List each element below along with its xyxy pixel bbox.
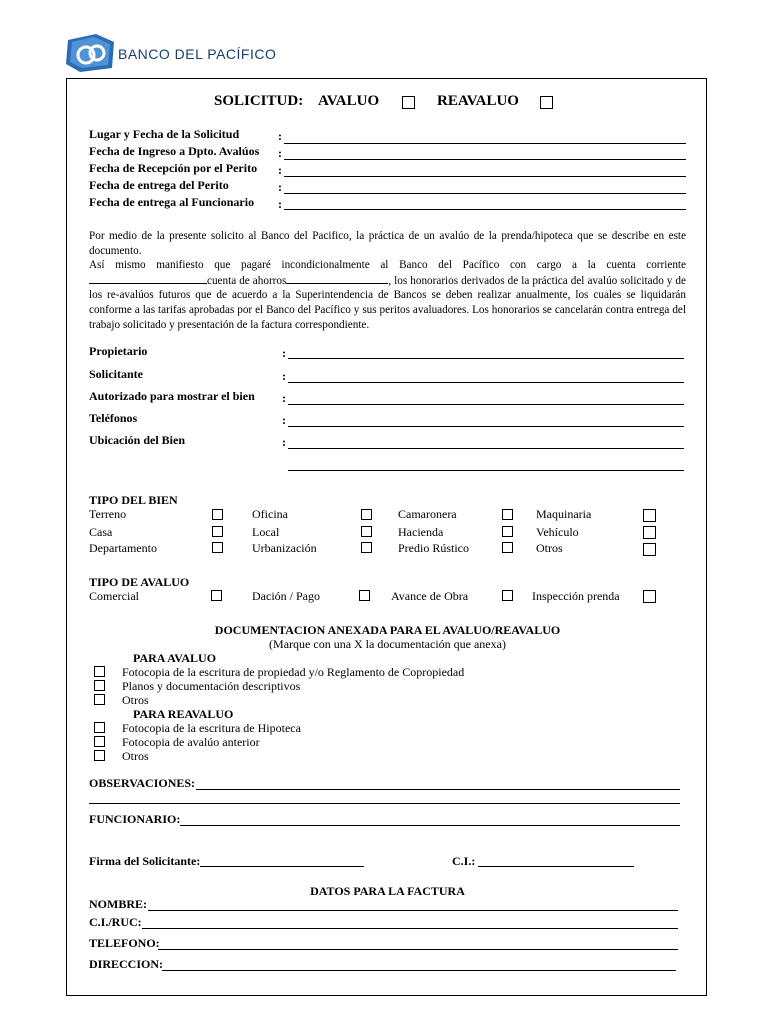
reavaluo-checkbox[interactable]: [540, 96, 553, 109]
avance-obra-checkbox[interactable]: [502, 590, 513, 601]
colon: :: [278, 197, 282, 211]
field-label-ingreso: Fecha de Ingreso a Dpto. Avalúos: [89, 144, 260, 158]
option-vehiculo: Vehículo: [536, 525, 579, 539]
cuenta-ahorros-input[interactable]: [286, 273, 388, 284]
option-camaronera: Camaronera: [398, 507, 457, 521]
firma-label: Firma del Solicitante:: [89, 854, 201, 868]
paragraph-line-2: [89, 258, 686, 332]
para-avaluo-label: PARA AVALUO: [133, 651, 217, 665]
colon: :: [282, 413, 286, 427]
title-prefix: SOLICITUD:: [214, 93, 304, 109]
documentacion-heading: DOCUMENTACION ANEXADA PARA EL AVALUO/REAVALUO: [214, 623, 561, 637]
factura-ci-ruc-label: C.I./RUC:: [89, 915, 142, 929]
factura-ci-ruc-input[interactable]: [142, 928, 678, 929]
hacienda-checkbox[interactable]: [502, 526, 513, 537]
doc-avaluo-anterior-checkbox[interactable]: [94, 736, 105, 747]
funcionario-input[interactable]: [180, 825, 680, 826]
option-departamento: Departamento: [89, 541, 157, 555]
colon: :: [282, 391, 286, 405]
tipo-avaluo-heading: TIPO DE AVALUO: [89, 575, 190, 589]
departamento-checkbox[interactable]: [212, 542, 223, 553]
urbanizacion-checkbox[interactable]: [361, 542, 372, 553]
recepcion-input[interactable]: [284, 176, 686, 177]
option-terreno: Terreno: [89, 507, 127, 521]
option-predio-rustico: Predio Rústico: [398, 541, 469, 555]
option-urbanizacion: Urbanización: [252, 541, 317, 555]
documentacion-subheading: (Marque con una X la documentación que anexa): [269, 637, 506, 651]
title-avaluo: AVALUO: [318, 93, 380, 109]
factura-nombre-input[interactable]: [148, 910, 678, 911]
colon: :: [278, 180, 282, 194]
title-reavaluo: REAVALUO: [437, 93, 519, 109]
observaciones-label: OBSERVACIONES:: [89, 776, 196, 790]
terreno-checkbox[interactable]: [212, 509, 223, 520]
field-label-entrega-perito: Fecha de entrega del Perito: [89, 178, 229, 192]
option-comercial: Comercial: [89, 589, 139, 603]
factura-heading: DATOS PARA LA FACTURA: [310, 884, 465, 898]
bank-name: BANCO DEL PACÍFICO: [118, 46, 277, 62]
oficina-checkbox[interactable]: [361, 509, 372, 520]
doc-planos: Planos y documentación descriptivos: [122, 679, 301, 693]
option-hacienda: Hacienda: [398, 525, 444, 539]
vehiculo-checkbox[interactable]: [643, 526, 656, 539]
doc-otros-reavaluo: Otros: [122, 749, 149, 763]
doc-escritura-hipoteca: Fotocopia de la escritura de Hipoteca: [122, 721, 301, 735]
colon: :: [282, 346, 286, 360]
field-label-entrega-funcionario: Fecha de entrega al Funcionario: [89, 195, 255, 209]
solicitante-input[interactable]: [288, 382, 684, 383]
local-checkbox[interactable]: [361, 526, 372, 537]
doc-planos-checkbox[interactable]: [94, 680, 105, 691]
ci-label: C.I.:: [452, 854, 476, 868]
autorizado-input[interactable]: [288, 404, 684, 405]
cuenta-corriente-input[interactable]: [89, 273, 207, 284]
lugar-fecha-input[interactable]: [284, 143, 686, 144]
factura-nombre-label: NOMBRE:: [89, 897, 147, 911]
field-label-ubicacion: Ubicación del Bien: [89, 433, 186, 447]
funcionario-label: FUNCIONARIO:: [89, 812, 181, 826]
paragraph-line-1: Por medio de la presente solicito al Banco del Pacifico, la práctica de un avalúo de la prenda/hipoteca que se describe en este documento.: [89, 230, 686, 257]
doc-escritura-propiedad: Fotocopia de la escritura de propiedad y/o Reglamento de Copropiedad: [122, 665, 465, 679]
bank-logo-icon: [66, 34, 116, 72]
colon: :: [278, 146, 282, 160]
colon: :: [278, 129, 282, 143]
field-label-solicitante: Solicitante: [89, 367, 143, 381]
paragraph-text-a: Así mismo manifiesto que pagaré incondicionalmente al Banco del Pacífico con cargo a la cuenta corriente: [89, 259, 686, 272]
factura-telefono-label: TELEFONO:: [89, 936, 160, 950]
doc-otros-avaluo-checkbox[interactable]: [94, 694, 105, 705]
para-reavaluo-label: PARA REAVALUO: [133, 707, 234, 721]
option-casa: Casa: [89, 525, 113, 539]
field-label-lugar-fecha: Lugar y Fecha de la Solicitud: [89, 127, 240, 141]
doc-escritura-propiedad-checkbox[interactable]: [94, 666, 105, 677]
camaronera-checkbox[interactable]: [502, 509, 513, 520]
option-dacion-pago: Dación / Pago: [252, 589, 320, 603]
observaciones-input[interactable]: [196, 789, 680, 790]
authorization-paragraph: [89, 229, 686, 332]
factura-direccion-input[interactable]: [162, 970, 676, 971]
option-oficina: Oficina: [252, 507, 288, 521]
avaluo-checkbox[interactable]: [402, 96, 415, 109]
inspeccion-prenda-checkbox[interactable]: [643, 590, 656, 603]
option-inspeccion-prenda: Inspección prenda: [532, 589, 620, 603]
comercial-checkbox[interactable]: [211, 590, 222, 601]
doc-escritura-hipoteca-checkbox[interactable]: [94, 722, 105, 733]
colon: :: [278, 163, 282, 177]
otros-checkbox[interactable]: [643, 543, 656, 556]
ubicacion-input[interactable]: [288, 448, 684, 449]
predio-rustico-checkbox[interactable]: [502, 542, 513, 553]
factura-telefono-input[interactable]: [158, 949, 678, 950]
colon: :: [282, 435, 286, 449]
field-label-propietario: Propietario: [89, 344, 148, 358]
option-avance-obra: Avance de Obra: [391, 589, 469, 603]
observaciones-input-2[interactable]: [89, 803, 680, 804]
field-label-recepcion: Fecha de Recepción por el Perito: [89, 161, 258, 175]
entrega-perito-input[interactable]: [284, 193, 686, 194]
dacion-pago-checkbox[interactable]: [359, 590, 370, 601]
maquinaria-checkbox[interactable]: [643, 509, 656, 522]
paragraph-text-c: , los honorarios derivados de la práctica del avalúo solicitado y de los re-avalúos futuros que de acuerdo a la Superintendencia de Bancos se deben realizar anualmente, los cuales se liquidarán conforme a las tarifas aprobadas por el Banco del Pacífico y sus peritos avaluadores. Los honorarios se cancelarán contra entrega del trabajo solicitado y presentación de la factura correspondiente.: [89, 274, 686, 331]
colon: :: [282, 369, 286, 383]
field-label-telefonos: Teléfonos: [89, 411, 138, 425]
factura-direccion-label: DIRECCION:: [89, 957, 164, 971]
doc-otros-avaluo: Otros: [122, 693, 149, 707]
ci-input[interactable]: [478, 866, 634, 867]
doc-otros-reavaluo-checkbox[interactable]: [94, 750, 105, 761]
propietario-input[interactable]: [288, 358, 684, 359]
option-maquinaria: Maquinaria: [536, 507, 592, 521]
ingreso-input[interactable]: [284, 159, 686, 160]
field-label-autorizado: Autorizado para mostrar el bien: [89, 389, 255, 403]
tipo-bien-heading: TIPO DEL BIEN: [89, 493, 178, 507]
paragraph-text-b: cuenta de ahorros: [207, 274, 287, 287]
doc-avaluo-anterior: Fotocopia de avalúo anterior: [122, 735, 260, 749]
entrega-funcionario-input[interactable]: [284, 209, 686, 210]
option-otros: Otros: [536, 541, 563, 555]
casa-checkbox[interactable]: [212, 526, 223, 537]
telefonos-input[interactable]: [288, 426, 684, 427]
ubicacion-input-2[interactable]: [288, 470, 684, 471]
option-local: Local: [252, 525, 280, 539]
firma-input[interactable]: [200, 866, 364, 867]
